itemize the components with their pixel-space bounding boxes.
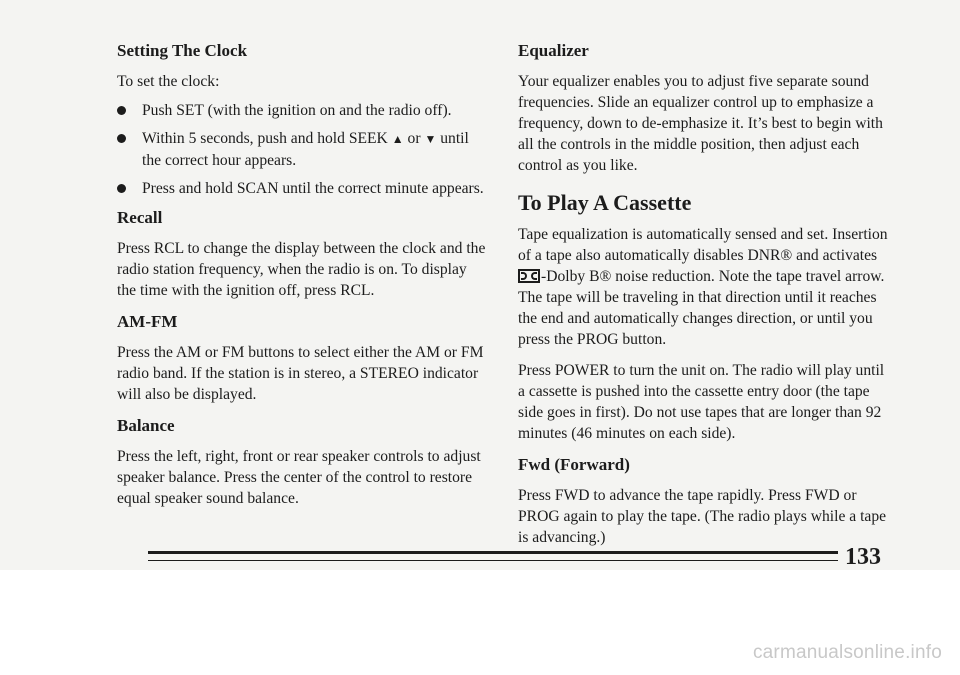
right-column [518, 40, 893, 558]
setting-clock-heading: Setting The Clock [117, 41, 248, 60]
page-number: 133 [845, 544, 881, 570]
play-cassette-text-after-icon: -Dolby B® noise reduction. Note the tape travel arrow. The tape will be traveling in that direction until it reaches the end and automatically changes direction, or until you press the PROG button. [518, 268, 885, 348]
setting-clock-intro: To set the clock: [117, 73, 220, 90]
play-cassette-heading: To Play A Cassette [518, 190, 692, 215]
equalizer-heading: Equalizer [518, 41, 589, 60]
footer-rule-thick [148, 551, 838, 554]
setting-clock-section [117, 40, 487, 199]
watermark: carmanualsonline.info [752, 642, 942, 663]
clock-step-2: Within 5 seconds, push and hold SEEK [142, 130, 388, 147]
dolby-double-d-icon [518, 269, 540, 283]
equalizer-body: Your equalizer enables you to adjust five separate sound frequencies. Slide an equalizer control up to emphasize a frequency, down to de-emphasize it. It’s best to begin with all the controls in the middle position, then adjust each control as you like. [518, 73, 883, 174]
forward-section [518, 454, 893, 548]
balance-body: Press the left, right, front or rear speaker controls to adjust speaker balance. Press the center of the control to restore equal speaker sound balance. [117, 448, 481, 507]
clock-step-1: Push SET (with the ignition on and the radio off). [142, 102, 452, 119]
down-arrow-icon: ▼ [424, 132, 437, 146]
clock-steps-list [117, 100, 487, 199]
list-item [117, 128, 487, 171]
play-cassette-section [518, 190, 893, 444]
am-fm-section [117, 311, 487, 405]
clock-step-2-tail: until the correct hour appears. [142, 130, 469, 169]
play-cassette-paragraph-2: Press POWER to turn the unit on. The radio will play until a cassette is pushed into the cassette entry door (the tape side goes in first). Do not use tapes that are longer than 92 minutes (46 minutes on each side). [518, 362, 885, 442]
recall-heading: Recall [117, 208, 163, 227]
up-arrow-icon: ▲ [391, 132, 404, 146]
clock-step-3: Press and hold SCAN until the correct minute appears. [142, 180, 484, 197]
equalizer-section [518, 40, 893, 176]
list-item [117, 178, 487, 199]
footer-rule-thin [148, 560, 838, 561]
play-cassette-paragraph-1 [518, 224, 893, 350]
am-fm-body: Press the AM or FM buttons to select either the AM or FM radio band. If the station is in stereo, a STEREO indicator will also be displayed. [117, 344, 484, 403]
balance-heading: Balance [117, 416, 175, 435]
left-column [117, 40, 487, 519]
clock-step-2-or: or [407, 130, 421, 147]
forward-body: Press FWD to advance the tape rapidly. Press FWD or PROG again to play the tape. (The radio plays while a tape is advancing.) [518, 487, 887, 546]
recall-body: Press RCL to change the display between the clock and the radio station frequency, when the radio is on. To display the time with the ignition off, press RCL. [117, 240, 486, 299]
bullet-dot-icon [117, 134, 126, 143]
bullet-dot-icon [117, 184, 126, 193]
list-item [117, 100, 487, 121]
am-fm-heading: AM-FM [117, 312, 178, 331]
bullet-dot-icon [117, 106, 126, 115]
play-cassette-text-before-icon: Tape equalization is automatically sensed and set. Insertion of a tape also automatically disables DNR® and activates [518, 226, 888, 264]
balance-section [117, 415, 487, 509]
recall-section [117, 207, 487, 301]
forward-heading: Fwd (Forward) [518, 455, 630, 474]
